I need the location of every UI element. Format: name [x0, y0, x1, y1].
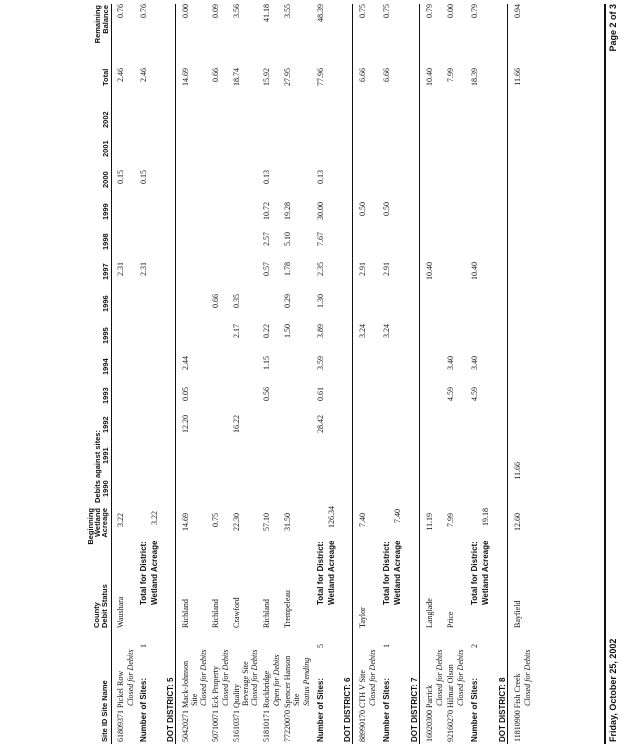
debit-1992: 12.20 [181, 415, 190, 433]
number-of-sites-label: Number of Sites: [470, 677, 479, 742]
header-beginning: Beginning [86, 508, 95, 545]
page-number: Page 2 of 3 [608, 4, 618, 52]
debit-1999: 0.50 [358, 202, 367, 216]
number-of-sites-label: Number of Sites: [139, 677, 148, 742]
debit-1996: 0.35 [232, 294, 241, 308]
acreage: 14.69 [181, 513, 190, 531]
debit-1995: 3.24 [358, 324, 367, 338]
total-for-district-label: Total for District: [139, 541, 148, 605]
acreage: 7.99 [446, 513, 455, 527]
footer-rule [604, 4, 606, 744]
total: 14.69 [181, 68, 190, 86]
county: Trempeleau [283, 590, 292, 628]
district-2000: 0.15 [139, 170, 148, 184]
total: 27.95 [283, 68, 292, 86]
debit-2000: 0.13 [262, 170, 271, 184]
debit-1995: 1.50 [283, 324, 292, 338]
debit-status: Status Pending [302, 657, 311, 706]
wetland-acreage-label: Wetland Acreage [150, 540, 159, 605]
acreage: 31.50 [283, 513, 292, 531]
district-1997: 10.40 [470, 262, 479, 280]
header-year-1994: 1994 [101, 358, 110, 375]
site-name-cont: Site [292, 693, 301, 706]
district-title: DOT DISTRICT: 7 [410, 677, 419, 742]
county: Langlade [425, 598, 434, 628]
county: Crawford [232, 597, 241, 628]
header-acreage: Acreage [100, 508, 109, 538]
debit-1996: 0.66 [211, 294, 220, 308]
site-name: 11810900 Fish Creek [513, 673, 522, 742]
debit-status: Closed for Debits [435, 649, 444, 706]
site-name: 50710071 Eck Property [211, 666, 220, 742]
debit-1993: 0.56 [262, 387, 271, 401]
debit-1997: 2.91 [358, 262, 367, 276]
debit-1993: 0.05 [181, 387, 190, 401]
balance: 0.00 [181, 4, 190, 18]
debit-1993: 4.59 [446, 387, 455, 401]
acreage: 0.75 [211, 513, 220, 527]
site-name: 88990170 CTH V Site [358, 670, 367, 742]
district-1996: 1.30 [316, 294, 325, 308]
header-year-1998: 1998 [101, 233, 110, 250]
acreage: 7.40 [358, 513, 367, 527]
header-year-1991: 1991 [101, 447, 110, 464]
district-rule [419, 4, 420, 744]
acreage: 12.60 [513, 513, 522, 531]
district-1992: 28.42 [316, 415, 325, 433]
district-title: DOT DISTRICT: 8 [498, 677, 507, 742]
district-1997: 2.31 [139, 262, 148, 276]
header-site-id-name: Site ID Site Name [100, 680, 109, 742]
site-name: 92160270 Hilmar Olson [446, 664, 455, 742]
debit-1997: 0.57 [262, 262, 271, 276]
total: 11.66 [513, 68, 522, 86]
district-1995: 3.89 [316, 324, 325, 338]
debit-1994: 1.15 [262, 356, 271, 370]
total-for-district-label: Total for District: [382, 541, 391, 605]
debit-1994: 2.44 [181, 356, 190, 370]
debit-1996: 0.29 [283, 294, 292, 308]
county: Richland [181, 599, 190, 628]
district-total: 18.39 [470, 68, 479, 86]
wetland-acreage-label: Wetland Acreage [327, 540, 336, 605]
site-name: 77220070 Spencer Hanson [283, 655, 292, 742]
county: Taylor [358, 607, 367, 628]
header-year-1996: 1996 [101, 295, 110, 312]
district-1999: 0.50 [382, 202, 391, 216]
total-for-district-label: Total for District: [316, 541, 325, 605]
district-1999: 30.00 [316, 202, 325, 220]
debit-status: Open for Debits [272, 654, 281, 706]
county: Price [446, 611, 455, 628]
debit-1997: 10.40 [425, 262, 434, 280]
wetland-acreage-label: Wetland Acreage [481, 540, 490, 605]
debit-1994: 3.40 [446, 356, 455, 370]
county: Bayfield [513, 600, 522, 628]
total: 10.40 [425, 68, 434, 86]
balance: 0.76 [116, 4, 125, 18]
site-name-cont: Beverage Site [241, 661, 250, 706]
number-of-sites-value: 5 [316, 644, 325, 648]
district-2000: 0.13 [316, 170, 325, 184]
district-1997: 2.91 [382, 262, 391, 276]
district-1994: 3.59 [316, 356, 325, 370]
wetland-acreage-value: 126.34 [327, 506, 336, 528]
acreage: 3.22 [116, 513, 125, 527]
district-1995: 3.24 [382, 324, 391, 338]
debit-status: Closed for Debits [221, 649, 230, 706]
total: 2.46 [116, 68, 125, 82]
number-of-sites-value: 2 [470, 644, 479, 648]
district-total: 77.96 [316, 68, 325, 86]
debit-1999: 19.28 [283, 202, 292, 220]
header-year-1995: 1995 [101, 327, 110, 344]
balance: 0.75 [358, 4, 367, 18]
district-balance: 0.75 [382, 4, 391, 18]
debit-status: Closed for Debits [523, 649, 532, 706]
site-name: 61809371 Pickel Row [116, 670, 125, 742]
county: Waushara [116, 596, 125, 628]
balance: 0.79 [425, 4, 434, 18]
debit-status: Closed for Debits [126, 649, 135, 706]
header-debits-against-sites: Debits against sites: [93, 430, 102, 503]
total: 18.74 [232, 68, 241, 86]
county: Richland [211, 599, 220, 628]
header-year-1999: 1999 [101, 203, 110, 220]
total: 0.66 [211, 68, 220, 82]
district-1997: 2.35 [316, 262, 325, 276]
balance: 3.56 [232, 4, 241, 18]
header-year-1997: 1997 [101, 263, 110, 280]
total-for-district-label: Total for District: [470, 541, 479, 605]
site-name-cont: Site [190, 693, 199, 706]
district-balance: 0.76 [139, 4, 148, 18]
total: 6.66 [358, 68, 367, 82]
debit-1999: 10.72 [262, 202, 271, 220]
district-1993: 4.59 [470, 387, 479, 401]
debit-1992: 16.22 [232, 415, 241, 433]
header-year-1992: 1992 [101, 416, 110, 433]
district-title: DOT DISTRICT: 6 [343, 677, 352, 742]
debit-2000: 0.15 [116, 170, 125, 184]
header-year-1993: 1993 [101, 387, 110, 404]
acreage: 11.19 [425, 513, 434, 531]
header-year-1990: 1990 [101, 480, 110, 497]
debit-1997: 1.78 [283, 262, 292, 276]
report-date: Friday, October 25, 2002 [608, 638, 618, 742]
wetland-acreage-label: Wetland Acreage [393, 540, 402, 605]
header-rule [111, 4, 112, 744]
district-balance: 0.79 [470, 4, 479, 18]
site-name: 51810171 Rockbridge [262, 670, 271, 742]
district-total: 6.66 [382, 68, 391, 82]
debit-1997: 2.31 [116, 262, 125, 276]
debit-status: Closed for Debits [199, 649, 208, 706]
district-1998: 7.67 [316, 232, 325, 246]
total: 15.92 [262, 68, 271, 86]
debit-1995: 0.22 [262, 324, 271, 338]
header-debit-status: Debit Status [100, 584, 109, 628]
balance: 0.09 [211, 4, 220, 18]
header-balance: Balance [101, 5, 110, 34]
number-of-sites-label: Number of Sites: [382, 677, 391, 742]
district-1994: 3.40 [470, 356, 479, 370]
debit-status: Closed for Debits [250, 649, 259, 706]
balance: 41.18 [262, 4, 271, 22]
wetland-acreage-value: 3.22 [150, 511, 159, 525]
site-name: 16020300 Parrick [425, 684, 434, 742]
number-of-sites-value: 1 [139, 644, 148, 648]
district-rule [175, 4, 176, 744]
district-title: DOT DISTRICT: 5 [166, 677, 175, 742]
header-total: Total [101, 68, 110, 86]
header-county: County [92, 602, 101, 628]
site-name: 51610371 Quality [232, 684, 241, 742]
debit-1998: 5.10 [283, 232, 292, 246]
header-year-2000: 2000 [101, 171, 110, 188]
debit-status: Closed for Debits [456, 649, 465, 706]
debit-1990: 11.66 [513, 462, 522, 480]
header-year-2002: 2002 [101, 111, 110, 128]
debit-1998: 2.57 [262, 232, 271, 246]
header-year-2001: 2001 [101, 140, 110, 157]
debit-status: Closed for Debits [368, 649, 377, 706]
district-rule [507, 4, 508, 744]
acreage: 22.30 [232, 513, 241, 531]
debit-1995: 2.17 [232, 324, 241, 338]
balance: 0.00 [446, 4, 455, 18]
header-wetland: Wetland [93, 508, 102, 538]
wetland-acreage-value: 7.40 [393, 509, 402, 523]
district-balance: 48.39 [316, 4, 325, 22]
number-of-sites-value: 1 [382, 644, 391, 648]
total: 7.99 [446, 68, 455, 82]
header-remaining: Remaining [93, 5, 102, 44]
site-name: 50420271 Mack-Johnson [181, 660, 190, 742]
acreage: 57.10 [262, 513, 271, 531]
balance: 0.94 [513, 4, 522, 18]
district-total: 2.46 [139, 68, 148, 82]
district-1993: 0.61 [316, 387, 325, 401]
wetland-acreage-value: 19.18 [481, 508, 490, 526]
balance: 3.55 [283, 4, 292, 18]
county: Richland [262, 599, 271, 628]
number-of-sites-label: Number of Sites: [316, 677, 325, 742]
district-rule [352, 4, 353, 744]
